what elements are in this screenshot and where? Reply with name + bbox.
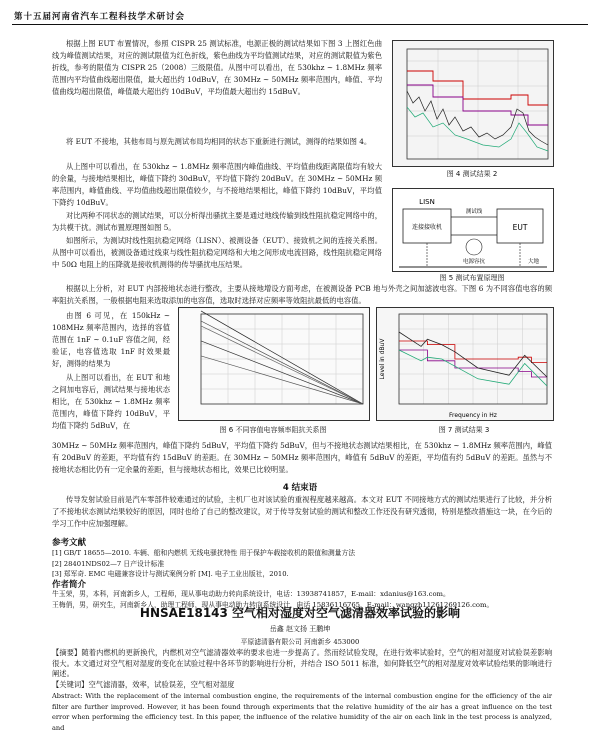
- reference-item: [2] 28401NDS02—7 日产设计标准: [52, 559, 165, 568]
- figure-4-plot: [392, 40, 554, 167]
- lisn-label: LISN: [419, 198, 435, 206]
- reference-item: [1] GB/T 18655—2010. 车辆、船和内燃机 无线电骚扰特性 用于保护车载接收机的限值和测量方法: [52, 549, 356, 557]
- eut-label: EUT: [512, 223, 528, 232]
- section-conclusion: 4 结束语: [282, 483, 318, 493]
- reference-list: [52, 548, 552, 580]
- header-rule: [12, 24, 588, 25]
- reference-item: [3] 郑军奇. EMC 电磁兼容设计与测试案例分析 [M]. 电子工业出版社，2010.: [52, 570, 289, 578]
- section-author-intro: 作者简介: [52, 580, 87, 590]
- paper2-keywords: 【关键词】空气滤清器，效率，试验误差，空气相对湿度: [52, 680, 235, 689]
- paper2-title: HNSAE18143 空气相对湿度对空气滤清器效率试验的影响: [139, 606, 461, 620]
- paper2-abstract-en: Abstract: With the replacement of the internal combustion engine, the requirements of the internal combustion engine for the efficiency of the air filter are further improved. However, it has been found through experiments that the relative humidity of the air has a great influence on the test error when performing the efficiency test. In this paper, the influence of the relative humidity of the air on each link in the test process is analyzed, and: [52, 692, 552, 732]
- y-axis-label: Level in dBuV: [379, 338, 386, 380]
- figure-5-caption: 图 5 测试布置原理图: [439, 274, 505, 282]
- receiver-label: 连接接收机: [411, 224, 443, 231]
- x-axis-label: Frequency in Hz: [449, 412, 497, 419]
- paper2-abstract-cn: 【摘要】随着内燃机的更新换代，内燃机对空气滤清器效率的要求也进一步提高了。然而经试验发现，在进行效率试验时，空气的相对湿度对试验误差影响很大。本文通过对空气相对湿度的变化在试验过程中各环节的影响进行分析，并结合 ISO 5011 标准，如何降低空气的相对湿度对效率试验结果的影响进行阐述。: [52, 648, 552, 678]
- paper2-authors: 岳鑫 赵文扬 王鹏坤: [269, 625, 331, 633]
- paragraph-9: 30MHz ~ 50MHz 频率范围内，峰值下降约 5dBuV，平均值下降约 5dBuV，但与不接地状态测试结果相比，在 530khz ~ 1.8MHz 频率范围内，峰值有 20dBuV 的差距，平均值有约 15dBuV 的差距。在 30MHz ~ 50MHz 频率范围内，峰值有 5dBuV 的差距，平均值有约 5dBuV 的差距。虽然与不接地状态相比仍有一定余量的差距，但与接地状态相比，效果已比较明显。: [52, 441, 552, 475]
- paragraph-7: 由图 6 可见，在 150kHz ~ 108MHz 频率范围内，选择的容值范围在 1nF ~ 0.1uF 容值之间，经验证，电容值选取 1nF 时效果最好，测得的结果为: [52, 311, 170, 369]
- line-label: 测试线: [465, 209, 483, 215]
- paper2-affiliation: 平原滤清器有限公司 河南新乡 453000: [240, 638, 360, 646]
- paragraph-1: 根据上图 EUT 布置情况，参照 CISPR 25 测试标准，电源正极的测试结果如下图 3 上图红色曲线为峰值测试结果，对应的测试限值为红色折线，紫色曲线为平均值测试结果，对应的测试限值为紫色折线，参考的限值为 CISPR 25（2008）三级限值。从图中可以看出，在 530khz ~ 1.8MHz 频率范围内平均值曲线超出限值，最大超出约 10dBuV，在 30MHz ~ 50MHz 频率范围内，峰值、平均值曲线均超出限值，峰值最大超出约 10dBuV，平均值最大超出约 15dBuV。: [52, 39, 382, 97]
- author-info: 牛玉荣，男，本科，河南新乡人，工程师，现从事电动助力转向系统设计，电话：13938741857，E-mail：xdanius@163.com。: [52, 590, 450, 598]
- paragraph-4: 对比两种不同状态的测试结果，可以分析得出骚扰主要是通过地线传输到线性阻抗稳定网络中的，为共模干扰。测试布置原理图如图 5。: [52, 211, 382, 233]
- paragraph-3: 从上图中可以看出，在 530khz ~ 1.8MHz 频率范围内峰值曲线、平均值曲线距离限值均有较大的余量，与接地结果相比，峰值下降约 30dBuV，平均值下降约 20dBuV。在 30MHz ~ 50MHz 频率范围内，峰值曲线、平均值曲线超出限值较少，与不接地结果相比，峰值下降约 10dBuV，平均值下降约 10dBuV。: [52, 162, 382, 208]
- section-references: 参考文献: [52, 538, 87, 548]
- paragraph-8: 从上图可以看出，在 EUT 和地之间加电容后，测试结果与接地状态相比，在 530khz ~ 1.8MHz 频率范围内，峰值下降约 10dBuV，平均值下降约 5dBuV，在: [52, 373, 170, 431]
- paragraph-10: 传导发射试验目前是汽车零部件较难通过的试验，主机厂也对该试验的重视程度越来越高。本文对 EUT 不同接地方式的测试结果进行了比较，并分析了不接地状态测试结果较好的原因，同时也给了自己的整改建议，对于传导发射试验的测试和整改工作还没有研究透彻，特别是整改措施这一块，在今后的学习工作中应加强理解。: [52, 495, 552, 529]
- figure-4-caption: 图 4 测试结果 2: [446, 170, 498, 178]
- paragraph-5: 如图所示，为测试时线性阻抗稳定网络（LISN）、被测设备（EUT）、接致机之间的连接关系图。从图中可以看出，被测设备通过线束与线性阻抗稳定网络和大地之间形成电流回路，线性阻抗稳定网络中 50Ω 电阻上的压降就是接收机测得的传导骚扰电压结果。: [52, 236, 382, 270]
- figure-7-chart: [376, 307, 554, 421]
- ground-label: 大地: [527, 259, 539, 265]
- cap-label: 电源容抗: [462, 259, 486, 265]
- figure-6-chart: [178, 307, 370, 421]
- author-info: 王梅俏，男，研究生，河南新乡人，助理工程师，现从事电动助力转向系统设计，电话 15836116765，E-mail：wangzh11261269126.com。: [52, 600, 494, 609]
- figure-5-diagram: [392, 188, 554, 272]
- paragraph-6: 根据以上分析，对 EUT 内部接地状态进行整改，主要从接地增设方面考虑，在被测设备 PCB 地与外壳之间加滤波电容。下图 6 为不同容值电容的频率阻抗关系图，一般根据电阻来选取添加的电容值，选取时选择对应频率等效阻抗最低的电容值。: [52, 284, 552, 306]
- paragraph-2: 将 EUT 不接地，其他布局与原先测试布局均相同的状态下重新进行测试，测得的结果如图 4。: [66, 137, 372, 146]
- figure-6-caption: 图 6 不同容值电容频率阻抗关系图: [219, 426, 327, 434]
- figure-7-caption: 图 7 测试结果 3: [438, 426, 490, 434]
- running-header: 第十五届河南省汽车工程科技学术研讨会: [14, 12, 186, 22]
